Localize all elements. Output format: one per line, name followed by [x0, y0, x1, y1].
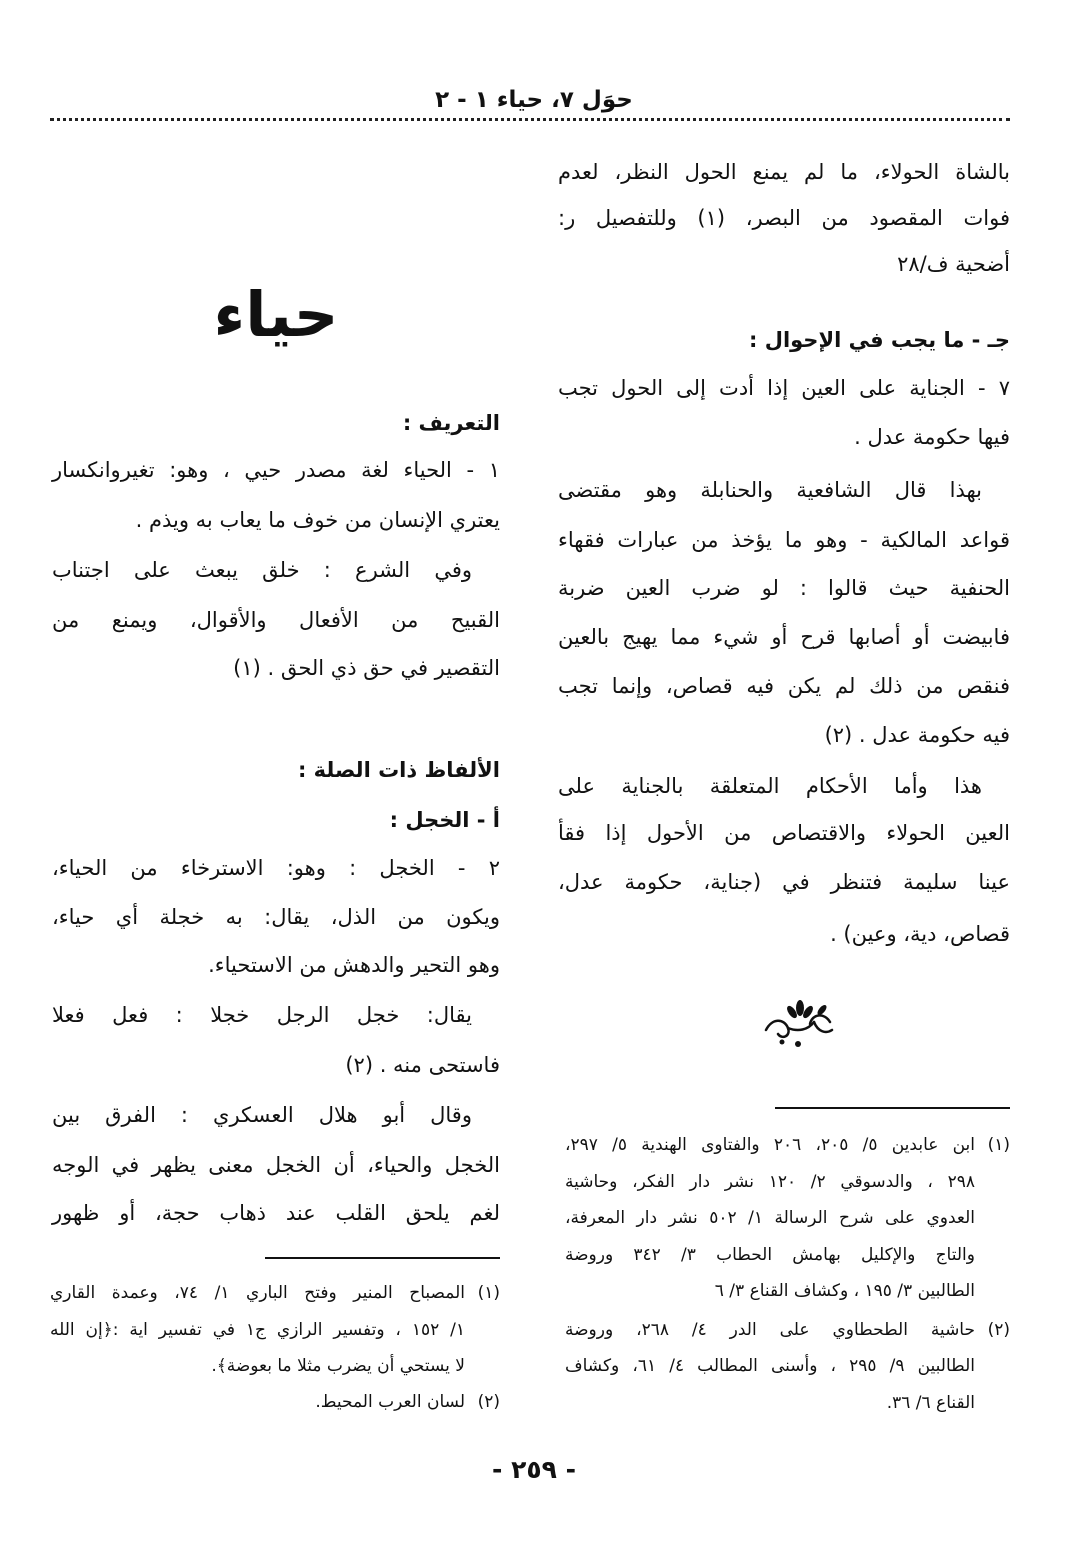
- body-line: فيه حكومة عدل . (٢): [824, 723, 1010, 747]
- body-line: أضحية ف/٢٨: [897, 252, 1010, 276]
- body-line: وهو التحير والدهش من الاستحياء.: [208, 953, 500, 977]
- footnote-line: المصباح المنير وفتح الباري ١/ ٧٤، وعمدة القاري: [50, 1283, 465, 1303]
- body-line: فيها حكومة عدل .: [854, 425, 1010, 449]
- footnote-line: الطالبين ٣/ ١٩٥ ، وكشاف القناع ٣/ ٦: [714, 1281, 975, 1301]
- footnote-line: لا يستحي أن يضرب مثلا ما بعوضة﴾.: [211, 1356, 465, 1376]
- body-line: فابيضت أو أصابها قرح أو شيء مما يهيج بالعين: [558, 625, 1010, 649]
- footnote-rule: [775, 1107, 1010, 1109]
- body-line: وقال أبو هلال العسكري : الفرق بين: [52, 1103, 472, 1127]
- footnote-marker: (٢): [477, 1392, 500, 1412]
- body-line: ٧ - الجناية على العين إذا أدت إلى الحول تجب: [558, 376, 1010, 400]
- body-line: القبيح من الأفعال والأقوال، ويمنع من: [52, 608, 500, 632]
- footnote-marker: (١): [987, 1135, 1010, 1155]
- section-heading: جـ - ما يجب في الإحوال :: [749, 328, 1010, 352]
- header-dotted-rule: [50, 118, 1010, 121]
- body-line: لغم يلحق القلب عند ذهاب حجة، أو ظهور: [52, 1201, 500, 1225]
- body-line: الحنفية حيث قالوا : لو ضرب العين ضربة: [558, 576, 1010, 600]
- footnote-line: ٢٩٨ ، والدسوقي ٢/ ١٢٠ نشر دار الفكر، وحاشية: [565, 1172, 975, 1192]
- footnote-line: والتاج والإكليل بهامش الحطاب ٣/ ٣٤٢ وروضة: [565, 1245, 975, 1265]
- footnote-line: لسان العرب المحيط.: [315, 1392, 465, 1412]
- footnote-line: القناع ٦/ ٣٦.: [886, 1393, 975, 1413]
- footnote-line: حاشية الطحطاوي على الدر ٤/ ٢٦٨، وروضة: [565, 1320, 975, 1340]
- body-line: ويكون من الذل، يقال: به خجلة أي حياء،: [52, 905, 500, 929]
- footnote-marker: (٢): [987, 1320, 1010, 1340]
- footnote-line: ١/ ١٥٢ ، وتفسير الرازي ج١ في تفسير اية :﴿إن الله: [50, 1320, 465, 1340]
- body-line: بالشاة الحولاء، ما لم يمنع الحول النظر، لعدم: [558, 160, 1010, 184]
- section-heading: التعريف :: [402, 411, 500, 435]
- body-line: يقال: خجل الرجل خجلا : فعل فعلا: [52, 1003, 472, 1027]
- page-number: - ٢٥٩ -: [492, 1455, 576, 1484]
- body-line: عينا سليمة فتنظر في (جناية، حكومة عدل،: [558, 870, 1010, 894]
- footnote-line: الطالبين ٩/ ٢٩٥ ، وأسنى المطالب ٤/ ٦١، وكشاف: [565, 1356, 976, 1376]
- entry-title: حياء: [213, 278, 339, 351]
- running-header: حوَل ٧، حياء ١ - ٢: [435, 87, 633, 113]
- body-line: بهذا قال الشافعية والحنابلة وهو مقتضى: [558, 478, 982, 502]
- body-line: وفي الشرع : خلق يبعث على اجتناب: [52, 558, 472, 582]
- body-line: العين الحولاء والاقتصاص من الأحول إذا فقأ: [558, 821, 1010, 845]
- body-line: ٢ - الخجل : وهو: الاسترخاء من الحياء،: [52, 856, 500, 880]
- body-line: فنقص من ذلك لم يكن فيه قصاص، وإنما تجب: [558, 674, 1010, 698]
- floral-ornament-icon: [758, 992, 838, 1052]
- body-line: قصاص، دية، وعين) .: [830, 922, 1010, 946]
- footnote-line: العدوي على شرح الرسالة ١/ ٥٠٢ نشر دار المعرفة،: [565, 1208, 976, 1228]
- footnote-line: ابن عابدين ٥/ ٢٠٥، ٢٠٦ والفتاوى الهندية ٥/ ٢٩٧،: [565, 1135, 976, 1155]
- body-line: هذا وأما الأحكام المتعلقة بالجناية على: [558, 774, 982, 798]
- footnote-rule: [265, 1257, 500, 1259]
- body-line: التقصير في حق ذي الحق . (١): [233, 656, 500, 680]
- section-heading: الألفاظ ذات الصلة :: [297, 758, 500, 782]
- footnote-marker: (١): [477, 1283, 500, 1303]
- body-line: فوات المقصود من البصر، (١) وللتفصيل ر:: [558, 206, 1010, 230]
- body-line: الخجل والحياء، أن الخجل معنى يظهر في الوجه: [52, 1153, 500, 1177]
- body-line: فاستحى منه . (٢): [345, 1053, 500, 1077]
- body-line: قواعد المالكية - وهو ما يؤخذ من عبارات فقهاء: [558, 528, 1010, 552]
- subsection-heading: أ - الخجل :: [389, 808, 500, 832]
- body-line: ١ - الحياء لغة مصدر حيي ، وهو: تغيروانكسار: [52, 458, 500, 482]
- body-line: يعتري الإنسان من خوف ما يعاب به ويذم .: [135, 508, 500, 532]
